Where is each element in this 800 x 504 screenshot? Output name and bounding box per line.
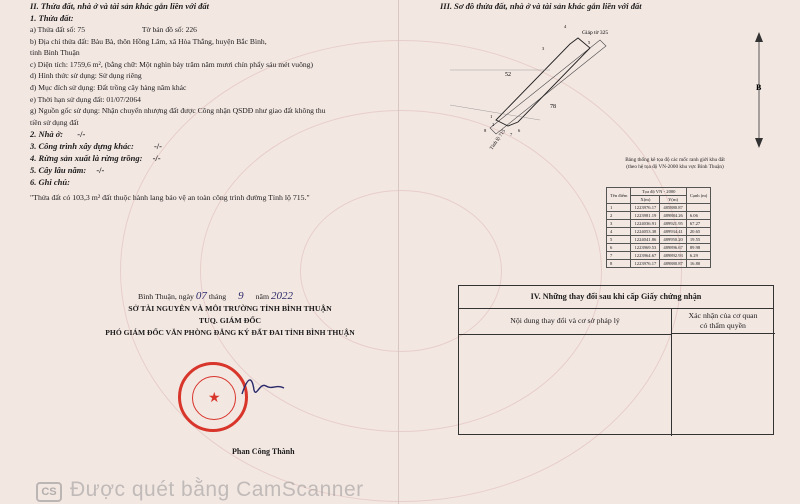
stamp-star-icon: ★	[208, 391, 221, 406]
vertex-6: 6	[518, 128, 521, 133]
date-year: 2022	[270, 290, 293, 302]
section-3-title: III. Sơ đồ thửa đất, nhà ở và tài sản khác gắn liền với đất	[440, 1, 642, 11]
table-row	[607, 228, 711, 236]
coordinate-header-row	[607, 188, 711, 196]
camscanner-watermark: Được quét bằng CamScanner	[70, 478, 364, 501]
issue-date	[138, 290, 390, 303]
other-works-label: 3. Công trình xây dựng khác:	[30, 141, 134, 152]
signer-name: Phan Công Thành	[232, 447, 295, 456]
cell: 5	[607, 236, 631, 244]
house-label: 2. Nhà ở:	[30, 129, 64, 140]
date-prefix: Bình Thuận, ngày	[138, 292, 194, 301]
house-value: -/-	[77, 129, 86, 140]
table-row	[607, 244, 711, 252]
coordinate-title-line2: (theo hệ tọa độ VN-2000 khu vực Bình Thuận)	[626, 164, 724, 170]
parcel-outline	[496, 38, 590, 126]
table-row	[607, 204, 711, 212]
table-row	[607, 252, 711, 260]
usage-form: d) Hình thức sử dụng: Sử dụng riêng	[30, 71, 142, 81]
signer-position: PHÓ GIÁM ĐỐC VĂN PHÒNG ĐĂNG KÝ ĐẤT ĐAI TỈNH BÌNH THUẬN	[105, 328, 355, 337]
notes-text: "Thửa đất có 103,3 m² đất thuộc hành lang bảo vệ an toàn công trình đường Tỉnh lộ 715."	[30, 193, 310, 203]
vertex-4: 4	[564, 24, 567, 29]
coord-header-point: Tên điểm	[607, 188, 631, 204]
cell: 1223964.67	[631, 252, 660, 260]
confirmation-header-line1: Xác nhận của cơ quan	[688, 311, 758, 320]
cell: 489934.41	[660, 228, 687, 236]
changes-confirmation-header	[671, 308, 775, 334]
road-strip	[490, 40, 606, 134]
cell: 489950.20	[660, 236, 687, 244]
notes-label: 6. Ghi chú:	[30, 177, 70, 188]
cell: 3	[607, 220, 631, 228]
parcel-heading: 1. Thửa đất:	[30, 13, 74, 23]
coordinate-title-line1: Bảng thống kê tọa độ các mốc ranh giới khu đất	[625, 157, 725, 163]
handwritten-signature	[238, 372, 288, 400]
vertex-8: 8	[484, 128, 487, 133]
cell: 1223976.17	[631, 260, 660, 268]
parcel-province: tỉnh Bình Thuận	[30, 48, 80, 58]
north-arrow-icon	[752, 30, 766, 150]
parcel-number: a) Thửa đất số: 75	[30, 25, 86, 34]
vertex-1: 1	[490, 114, 493, 119]
land-parcel-info	[30, 0, 395, 203]
table-row	[607, 212, 711, 220]
changes-table	[458, 285, 774, 435]
neighbor-boundary-2	[450, 105, 540, 120]
cell: 489896.67	[660, 244, 687, 252]
other-works-value: -/-	[153, 141, 162, 152]
cell: 485880.87	[660, 204, 687, 212]
table-row	[607, 236, 711, 244]
perennial-label: 5. Cây lâu năm:	[30, 165, 87, 176]
coord-header-system: Tọa độ VN - 2000	[631, 188, 686, 196]
forest-label: 4. Rừng sản xuất là rừng trồng:	[30, 153, 143, 164]
cell: 19.55	[686, 236, 710, 244]
date-year-label: năm	[255, 292, 270, 301]
parcel-label-52: 52	[505, 72, 511, 78]
cell: 6	[607, 244, 631, 252]
coord-header-y: Y(m)	[660, 196, 687, 204]
cell: 489921.95	[660, 220, 687, 228]
map-sheet-number: Tờ bản đồ số: 226	[141, 25, 197, 34]
table-row	[607, 260, 711, 268]
cell: 6.29	[686, 252, 710, 260]
cell: 20.65	[686, 228, 710, 236]
usage-purpose: đ) Mục đích sử dụng: Đất trồng cây hàng năm khác	[30, 82, 187, 92]
cell: 489880.87	[660, 260, 687, 268]
vertex-3: 3	[542, 46, 545, 51]
cell: 1224036.91	[631, 220, 660, 228]
usage-origin-cont: tiền sử dụng đất	[30, 117, 79, 127]
coordinate-table-title	[595, 157, 755, 171]
cell: 1	[607, 204, 631, 212]
usage-term: e) Thời hạn sử dụng đất: 01/07/2064	[30, 94, 141, 104]
parcel-area: c) Diện tích: 1759,6 m², (bằng chữ: Một nghìn bảy trăm năm mươi chín phẩy sáu mét vuông)	[30, 59, 313, 69]
authorization-title: TUQ. GIÁM ĐỐC	[198, 316, 262, 325]
table-row	[607, 220, 711, 228]
confirmation-header-line2: có thẩm quyền	[700, 321, 746, 330]
other-works-row	[30, 140, 395, 152]
section-2-title: II. Thửa đất, nhà ở và tài sản khác gắn liền với đất	[30, 1, 210, 11]
cell: 16.80	[686, 260, 710, 268]
vertex-5: 5	[588, 40, 591, 45]
cell: 6.06	[686, 212, 710, 220]
section-4-title: IV. Những thay đổi sau khi cấp Giấy chứng nhận	[459, 286, 773, 309]
road-label: Tỉnh lộ 715	[489, 129, 508, 152]
neighbor-label: Giáp tờ 325	[582, 30, 609, 36]
parcel-address: b) Địa chỉ thửa đất: Bàu Bà, thôn Hồng Lâm, xã Hòa Thắng, huyện Bắc Bình,	[30, 36, 267, 46]
page-fold-divider	[398, 0, 399, 504]
forest-value: -/-	[152, 153, 161, 164]
cell: 4	[607, 228, 631, 236]
signature-block	[70, 290, 390, 339]
usage-origin: g) Nguồn gốc sử dụng: Nhận chuyển nhượng đất được Công nhận QSDĐ như giao đất không thu	[30, 106, 326, 116]
cell: 67.27	[686, 220, 710, 228]
issuing-organization: SỞ TÀI NGUYÊN VÀ MÔI TRƯỜNG TỈNH BÌNH THUẬN	[128, 304, 332, 313]
cell: 489892.93	[660, 252, 687, 260]
date-day: 07	[195, 290, 207, 302]
perennial-value: -/-	[96, 165, 105, 176]
cell: 1223976.17	[631, 204, 660, 212]
parcel-label-78: 78	[550, 104, 556, 110]
cell: 489884.26	[660, 212, 687, 220]
cell: 1224041.86	[631, 236, 660, 244]
cell: 1224053.38	[631, 228, 660, 236]
changes-content-header: Nội dung thay đổi và cơ sở pháp lý	[459, 308, 671, 335]
cell: 2	[607, 212, 631, 220]
date-month: 9	[238, 290, 244, 302]
vertex-7: 7	[510, 132, 513, 137]
coord-header-edge: Cạnh (m)	[686, 188, 710, 204]
north-label: B	[756, 83, 762, 92]
cell: 1223981.19	[631, 212, 660, 220]
cell	[686, 204, 710, 212]
camscanner-logo-icon: CS	[36, 482, 62, 502]
vertex-2: 2	[492, 122, 495, 127]
parcel-map	[430, 10, 630, 160]
coordinate-table	[606, 187, 711, 268]
cell: 1223969.53	[631, 244, 660, 252]
house-row	[30, 128, 395, 140]
cell: 8	[607, 260, 631, 268]
perennial-row	[30, 164, 395, 176]
cell: 7	[607, 252, 631, 260]
forest-row	[30, 152, 395, 164]
cell: 89.98	[686, 244, 710, 252]
date-month-label: tháng	[208, 292, 227, 301]
coord-header-x: X(m)	[631, 196, 660, 204]
parcel-number-row	[30, 24, 395, 36]
